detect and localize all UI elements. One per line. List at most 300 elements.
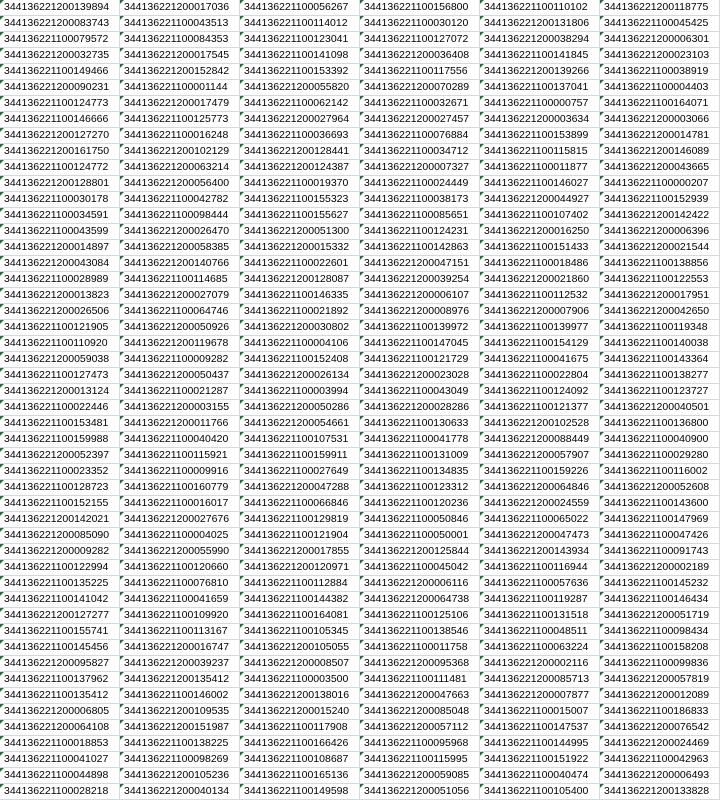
cell[interactable]: 344136221200055820 xyxy=(240,80,360,96)
cell[interactable]: 344136221100029280 xyxy=(600,448,720,464)
cell[interactable]: 344136221200139894 xyxy=(0,0,120,16)
cell[interactable]: 344136221100114685 xyxy=(120,272,240,288)
cell[interactable]: 344136221200013823 xyxy=(0,288,120,304)
cell[interactable]: 344136221100021892 xyxy=(240,304,360,320)
cell[interactable]: 344136221100004403 xyxy=(600,80,720,96)
cell[interactable]: 344136221100147537 xyxy=(480,720,600,736)
cell[interactable]: 344136221200040501 xyxy=(600,400,720,416)
cell[interactable]: 344136221200142422 xyxy=(600,208,720,224)
cell[interactable]: 344136221200085090 xyxy=(0,528,120,544)
cell[interactable]: 344136221100043513 xyxy=(120,16,240,32)
cell[interactable]: 344136221200102528 xyxy=(480,416,600,432)
cell[interactable]: 344136221100125773 xyxy=(120,112,240,128)
cell[interactable]: 344136221200026134 xyxy=(240,368,360,384)
cell[interactable]: 344136221100146027 xyxy=(480,176,600,192)
cell[interactable]: 344136221100115921 xyxy=(120,448,240,464)
cell[interactable]: 344136221100003500 xyxy=(240,672,360,688)
cell[interactable]: 344136221100098269 xyxy=(120,752,240,768)
cell[interactable]: 344136221200095368 xyxy=(360,656,480,672)
cell[interactable]: 344136221100011877 xyxy=(480,160,600,176)
cell[interactable]: 344136221100016017 xyxy=(120,496,240,512)
cell[interactable]: 344136221100034591 xyxy=(0,208,120,224)
cell[interactable]: 344136221200026470 xyxy=(120,224,240,240)
cell[interactable]: 344136221200014897 xyxy=(0,240,120,256)
cell[interactable]: 344136221200161750 xyxy=(0,144,120,160)
cell[interactable]: 344136221100147045 xyxy=(360,336,480,352)
cell[interactable]: 344136221200026506 xyxy=(0,304,120,320)
cell[interactable]: 344136221100123727 xyxy=(600,384,720,400)
cell[interactable]: 344136221200006396 xyxy=(600,224,720,240)
cell[interactable]: 344136221100009282 xyxy=(120,352,240,368)
cell[interactable]: 344136221200043084 xyxy=(0,256,120,272)
cell[interactable]: 344136221100098444 xyxy=(120,208,240,224)
cell[interactable]: 344136221200047288 xyxy=(240,480,360,496)
cell[interactable]: 344136221200090231 xyxy=(0,80,120,96)
cell[interactable]: 344136221100149598 xyxy=(240,784,360,800)
cell[interactable]: 344136221100131518 xyxy=(480,608,600,624)
cell[interactable]: 344136221200036408 xyxy=(360,48,480,64)
cell[interactable]: 344136221100149466 xyxy=(0,64,120,80)
cell[interactable]: 344136221200057112 xyxy=(360,720,480,736)
cell[interactable]: 344136221100040474 xyxy=(480,768,600,784)
cell[interactable]: 344136221200057819 xyxy=(600,672,720,688)
cell[interactable]: 344136221100146335 xyxy=(240,288,360,304)
cell[interactable]: 344136221100004106 xyxy=(240,336,360,352)
cell[interactable]: 344136221100155323 xyxy=(240,192,360,208)
cell[interactable]: 344136221200085048 xyxy=(360,704,480,720)
cell[interactable]: 344136221200006493 xyxy=(600,768,720,784)
cell[interactable]: 344136221200027964 xyxy=(240,112,360,128)
cell[interactable]: 344136221200006301 xyxy=(600,32,720,48)
cell[interactable]: 344136221200059038 xyxy=(0,352,120,368)
cell[interactable]: 344136221100066846 xyxy=(240,496,360,512)
cell[interactable]: 344136221100138856 xyxy=(600,256,720,272)
cell[interactable]: 344136221100050001 xyxy=(360,528,480,544)
cell[interactable]: 344136221200040134 xyxy=(120,784,240,800)
cell[interactable]: 344136221200051056 xyxy=(360,784,480,800)
cell[interactable]: 344136221100158208 xyxy=(600,640,720,656)
cell[interactable]: 344136221100139972 xyxy=(360,320,480,336)
cell[interactable]: 344136221100146434 xyxy=(600,592,720,608)
cell[interactable]: 344136221100130633 xyxy=(360,416,480,432)
cell[interactable]: 344136221200008976 xyxy=(360,304,480,320)
cell[interactable]: 344136221100041778 xyxy=(360,432,480,448)
cell[interactable]: 344136221100015007 xyxy=(480,704,600,720)
cell[interactable]: 344136221200021544 xyxy=(600,240,720,256)
cell[interactable]: 344136221100023352 xyxy=(0,464,120,480)
cell[interactable]: 344136221100091743 xyxy=(600,544,720,560)
cell[interactable]: 344136221100116944 xyxy=(480,560,600,576)
cell[interactable]: 344136221100042963 xyxy=(600,752,720,768)
cell[interactable]: 344136221100041027 xyxy=(0,752,120,768)
cell[interactable]: 344136221100057636 xyxy=(480,576,600,592)
cell[interactable]: 344136221200127277 xyxy=(0,608,120,624)
cell[interactable]: 344136221200032735 xyxy=(0,48,120,64)
cell[interactable]: 344136221100151433 xyxy=(480,240,600,256)
cell[interactable]: 344136221100034712 xyxy=(360,144,480,160)
cell[interactable]: 344136221100024449 xyxy=(360,176,480,192)
cell[interactable]: 344136221100164081 xyxy=(240,608,360,624)
cell[interactable]: 344136221200052608 xyxy=(600,480,720,496)
cell[interactable]: 344136221200133828 xyxy=(600,784,720,800)
cell[interactable]: 344136221100022446 xyxy=(0,400,120,416)
cell[interactable]: 344136221100027649 xyxy=(240,464,360,480)
cell[interactable]: 344136221200059085 xyxy=(360,768,480,784)
cell[interactable]: 344136221100110920 xyxy=(0,336,120,352)
cell[interactable]: 344136221100004025 xyxy=(120,528,240,544)
cell[interactable]: 344136221100113167 xyxy=(120,624,240,640)
cell[interactable]: 344136221100119287 xyxy=(480,592,600,608)
cell[interactable]: 344136221200024469 xyxy=(600,736,720,752)
cell[interactable]: 344136221100147969 xyxy=(600,512,720,528)
cell[interactable]: 344136221200017545 xyxy=(120,48,240,64)
cell[interactable]: 344136221100143600 xyxy=(600,496,720,512)
cell[interactable]: 344136221200105055 xyxy=(240,640,360,656)
cell[interactable]: 344136221200043665 xyxy=(600,160,720,176)
cell[interactable]: 344136221200023103 xyxy=(600,48,720,64)
cell[interactable]: 344136221200070289 xyxy=(360,80,480,96)
cell[interactable]: 344136221200050926 xyxy=(120,320,240,336)
cell[interactable]: 344136221200076542 xyxy=(600,720,720,736)
cell[interactable]: 344136221200151987 xyxy=(120,720,240,736)
cell[interactable]: 344136221200016747 xyxy=(120,640,240,656)
cell[interactable]: 344136221100145232 xyxy=(600,576,720,592)
cell[interactable]: 344136221200015240 xyxy=(240,704,360,720)
cell[interactable]: 344136221100022804 xyxy=(480,368,600,384)
cell[interactable]: 344136221100120660 xyxy=(120,560,240,576)
cell[interactable]: 344136221100095968 xyxy=(360,736,480,752)
cell[interactable]: 344136221200039254 xyxy=(360,272,480,288)
cell[interactable]: 344136221100098434 xyxy=(600,624,720,640)
cell[interactable]: 344136221100144382 xyxy=(240,592,360,608)
cell[interactable]: 344136221100001144 xyxy=(120,80,240,96)
cell[interactable]: 344136221200039237 xyxy=(120,656,240,672)
cell[interactable]: 344136221100038173 xyxy=(360,192,480,208)
cell[interactable]: 344136221100142863 xyxy=(360,240,480,256)
cell[interactable]: 344136221200102129 xyxy=(120,144,240,160)
cell[interactable]: 344136221100021287 xyxy=(120,384,240,400)
cell[interactable]: 344136221100016248 xyxy=(120,128,240,144)
cell[interactable]: 344136221100121905 xyxy=(0,320,120,336)
cell[interactable]: 344136221100110102 xyxy=(480,0,600,16)
cell[interactable]: 344136221200038294 xyxy=(480,32,600,48)
cell[interactable]: 344136221100045425 xyxy=(600,16,720,32)
cell[interactable]: 344136221100105345 xyxy=(240,624,360,640)
cell[interactable]: 344136221100123041 xyxy=(240,32,360,48)
cell[interactable]: 344136221100138546 xyxy=(360,624,480,640)
cell[interactable]: 344136221100056267 xyxy=(240,0,360,16)
cell[interactable]: 344136221100153392 xyxy=(240,64,360,80)
cell[interactable]: 344136221200120971 xyxy=(240,560,360,576)
cell[interactable]: 344136221200007877 xyxy=(480,688,600,704)
cell[interactable]: 344136221100122994 xyxy=(0,560,120,576)
cell[interactable]: 344136221100011758 xyxy=(360,640,480,656)
cell[interactable]: 344136221100043049 xyxy=(360,384,480,400)
cell[interactable]: 344136221100122553 xyxy=(600,272,720,288)
cell[interactable]: 344136221200006805 xyxy=(0,704,120,720)
cell[interactable]: 344136221100159226 xyxy=(480,464,600,480)
cell[interactable]: 344136221100124772 xyxy=(0,160,120,176)
cell[interactable]: 344136221100140038 xyxy=(600,336,720,352)
cell[interactable]: 344136221100135225 xyxy=(0,576,120,592)
cell[interactable]: 344136221100123312 xyxy=(360,480,480,496)
cell[interactable]: 344136221100137962 xyxy=(0,672,120,688)
cell[interactable]: 344136221200050286 xyxy=(240,400,360,416)
cell[interactable]: 344136221100121904 xyxy=(240,528,360,544)
cell[interactable]: 344136221100159988 xyxy=(0,432,120,448)
cell[interactable]: 344136221200142021 xyxy=(0,512,120,528)
cell[interactable]: 344136221200007906 xyxy=(480,304,600,320)
cell[interactable]: 344136221100119348 xyxy=(600,320,720,336)
cell[interactable]: 344136221100030178 xyxy=(0,192,120,208)
cell[interactable]: 344136221100121377 xyxy=(480,400,600,416)
cell[interactable]: 344136221100139977 xyxy=(480,320,600,336)
cell[interactable]: 344136221100099836 xyxy=(600,656,720,672)
cell[interactable]: 344136221100108687 xyxy=(240,752,360,768)
cell[interactable]: 344136221200007327 xyxy=(360,160,480,176)
cell[interactable]: 344136221100115815 xyxy=(480,144,600,160)
cell[interactable]: 344136221200063214 xyxy=(120,160,240,176)
cell[interactable]: 344136221200140766 xyxy=(120,256,240,272)
cell[interactable]: 344136221100155627 xyxy=(240,208,360,224)
cell[interactable]: 344136221200056400 xyxy=(120,176,240,192)
cell[interactable]: 344136221200064108 xyxy=(0,720,120,736)
cell[interactable]: 344136221200146089 xyxy=(600,144,720,160)
cell[interactable]: 344136221100041659 xyxy=(120,592,240,608)
cell[interactable]: 344136221100041675 xyxy=(480,352,600,368)
cell[interactable]: 344136221200003066 xyxy=(600,112,720,128)
cell[interactable]: 344136221200023028 xyxy=(360,368,480,384)
cell[interactable]: 344136221200030802 xyxy=(240,320,360,336)
cell[interactable]: 344136221200021860 xyxy=(480,272,600,288)
cell[interactable]: 344136221100156800 xyxy=(360,0,480,16)
cell[interactable]: 344136221200014781 xyxy=(600,128,720,144)
cell[interactable]: 344136221100141098 xyxy=(240,48,360,64)
cell[interactable]: 344136221100145456 xyxy=(0,640,120,656)
cell[interactable]: 344136221200139266 xyxy=(480,64,600,80)
cell[interactable]: 344136221100038919 xyxy=(600,64,720,80)
cell[interactable]: 344136221200003634 xyxy=(480,112,600,128)
cell[interactable]: 344136221100131009 xyxy=(360,448,480,464)
cell[interactable]: 344136221100165136 xyxy=(240,768,360,784)
cell[interactable]: 344136221200006107 xyxy=(360,288,480,304)
cell[interactable]: 344136221200095827 xyxy=(0,656,120,672)
cell[interactable]: 344136221100151922 xyxy=(480,752,600,768)
cell[interactable]: 344136221200016250 xyxy=(480,224,600,240)
cell[interactable]: 344136221200015332 xyxy=(240,240,360,256)
cell[interactable]: 344136221100155741 xyxy=(0,624,120,640)
cell[interactable]: 344136221100065022 xyxy=(480,512,600,528)
cell[interactable]: 344136221200017951 xyxy=(600,288,720,304)
cell[interactable]: 344136221100137041 xyxy=(480,80,600,96)
cell[interactable]: 344136221100030120 xyxy=(360,16,480,32)
cell[interactable]: 344136221100084353 xyxy=(120,32,240,48)
cell[interactable]: 344136221100040900 xyxy=(600,432,720,448)
cell[interactable]: 344136221200131806 xyxy=(480,16,600,32)
cell[interactable]: 344136221100129819 xyxy=(240,512,360,528)
cell[interactable]: 344136221100154129 xyxy=(480,336,600,352)
cell[interactable]: 344136221100152939 xyxy=(600,192,720,208)
cell[interactable]: 344136221100036693 xyxy=(240,128,360,144)
cell[interactable]: 344136221100107402 xyxy=(480,208,600,224)
cell[interactable]: 344136221100028989 xyxy=(0,272,120,288)
cell[interactable]: 344136221200152842 xyxy=(120,64,240,80)
cell[interactable]: 344136221200006116 xyxy=(360,576,480,592)
cell[interactable]: 344136221200088449 xyxy=(480,432,600,448)
cell[interactable]: 344136221200028286 xyxy=(360,400,480,416)
cell[interactable]: 344136221100111481 xyxy=(360,672,480,688)
cell[interactable]: 344136221200024559 xyxy=(480,496,600,512)
cell[interactable]: 344136221100044898 xyxy=(0,768,120,784)
cell[interactable]: 344136221100114012 xyxy=(240,16,360,32)
cell[interactable]: 344136221100115995 xyxy=(360,752,480,768)
cell[interactable]: 344136221200044927 xyxy=(480,192,600,208)
cell[interactable]: 344136221100166426 xyxy=(240,736,360,752)
cell[interactable]: 344136221200057907 xyxy=(480,448,600,464)
cell[interactable]: 344136221100152155 xyxy=(0,496,120,512)
cell[interactable]: 344136221200047663 xyxy=(360,688,480,704)
cell[interactable]: 344136221100117908 xyxy=(240,720,360,736)
cell[interactable]: 344136221200003155 xyxy=(120,400,240,416)
cell[interactable]: 344136221100127473 xyxy=(0,368,120,384)
cell[interactable]: 344136221200017036 xyxy=(120,0,240,16)
cell[interactable]: 344136221100045042 xyxy=(360,560,480,576)
cell[interactable]: 344136221100000757 xyxy=(480,96,600,112)
cell[interactable]: 344136221100022601 xyxy=(240,256,360,272)
cell[interactable]: 344136221200027457 xyxy=(360,112,480,128)
cell[interactable]: 344136221100144995 xyxy=(480,736,600,752)
cell[interactable]: 344136221100153899 xyxy=(480,128,600,144)
cell[interactable]: 344136221200051719 xyxy=(600,608,720,624)
cell[interactable]: 344136221200017855 xyxy=(240,544,360,560)
cell[interactable]: 344136221200009282 xyxy=(0,544,120,560)
cell[interactable]: 344136221100138225 xyxy=(120,736,240,752)
cell[interactable]: 344136221100003994 xyxy=(240,384,360,400)
cell[interactable]: 344136221100152408 xyxy=(240,352,360,368)
cell[interactable]: 344136221100136800 xyxy=(600,416,720,432)
cell[interactable]: 344136221100079572 xyxy=(0,32,120,48)
cell[interactable]: 344136221200064738 xyxy=(360,592,480,608)
cell[interactable]: 344136221200017479 xyxy=(120,96,240,112)
cell[interactable]: 344136221100141042 xyxy=(0,592,120,608)
cell[interactable]: 344136221200055990 xyxy=(120,544,240,560)
cell[interactable]: 344136221100076884 xyxy=(360,128,480,144)
cell[interactable]: 344136221100043599 xyxy=(0,224,120,240)
cell[interactable]: 344136221200047473 xyxy=(480,528,600,544)
cell[interactable]: 344136221100153481 xyxy=(0,416,120,432)
cell[interactable]: 344136221100107531 xyxy=(240,432,360,448)
cell[interactable]: 344136221100128723 xyxy=(0,480,120,496)
cell[interactable]: 344136221100076810 xyxy=(120,576,240,592)
cell[interactable]: 344136221200011766 xyxy=(120,416,240,432)
cell[interactable]: 344136221100117556 xyxy=(360,64,480,80)
cell[interactable]: 344136221100032671 xyxy=(360,96,480,112)
cell[interactable]: 344136221100186833 xyxy=(600,704,720,720)
cell[interactable]: 344136221200051300 xyxy=(240,224,360,240)
cell[interactable]: 344136221100112532 xyxy=(480,288,600,304)
cell[interactable]: 344136221200002116 xyxy=(480,656,600,672)
cell[interactable]: 344136221200143934 xyxy=(480,544,600,560)
cell[interactable]: 344136221200083743 xyxy=(0,16,120,32)
cell[interactable]: 344136221100048511 xyxy=(480,624,600,640)
cell[interactable]: 344136221100141845 xyxy=(480,48,600,64)
cell[interactable]: 344136221200013124 xyxy=(0,384,120,400)
cell[interactable]: 344136221100085651 xyxy=(360,208,480,224)
cell[interactable]: 344136221100143364 xyxy=(600,352,720,368)
cell[interactable]: 344136221100134835 xyxy=(360,464,480,480)
cell[interactable]: 344136221200002189 xyxy=(600,560,720,576)
cell[interactable]: 344136221100047426 xyxy=(600,528,720,544)
cell[interactable]: 344136221200042650 xyxy=(600,304,720,320)
cell[interactable]: 344136221100120236 xyxy=(360,496,480,512)
cell[interactable]: 344136221200058385 xyxy=(120,240,240,256)
cell[interactable]: 344136221100121729 xyxy=(360,352,480,368)
cell[interactable]: 344136221200008507 xyxy=(240,656,360,672)
cell[interactable]: 344136221200124387 xyxy=(240,160,360,176)
cell[interactable]: 344136221100062142 xyxy=(240,96,360,112)
cell[interactable]: 344136221200064846 xyxy=(480,480,600,496)
cell[interactable]: 344136221100159911 xyxy=(240,448,360,464)
cell[interactable]: 344136221100042782 xyxy=(120,192,240,208)
cell[interactable]: 344136221200119678 xyxy=(120,336,240,352)
cell[interactable]: 344136221100000207 xyxy=(600,176,720,192)
cell[interactable]: 344136221200050437 xyxy=(120,368,240,384)
cell[interactable]: 344136221100124773 xyxy=(0,96,120,112)
cell[interactable]: 344136221200085713 xyxy=(480,672,600,688)
cell[interactable]: 344136221200012089 xyxy=(600,688,720,704)
cell[interactable]: 344136221200052397 xyxy=(0,448,120,464)
cell[interactable]: 344136221100138277 xyxy=(600,368,720,384)
cell[interactable]: 344136221200027079 xyxy=(120,288,240,304)
cell[interactable]: 344136221100164071 xyxy=(600,96,720,112)
cell[interactable]: 344136221200125844 xyxy=(360,544,480,560)
cell[interactable]: 344136221100040420 xyxy=(120,432,240,448)
cell[interactable]: 344136221200047151 xyxy=(360,256,480,272)
cell[interactable]: 344136221200118775 xyxy=(600,0,720,16)
cell[interactable]: 344136221100112884 xyxy=(240,576,360,592)
cell[interactable]: 344136221100064746 xyxy=(120,304,240,320)
cell[interactable]: 344136221100063224 xyxy=(480,640,600,656)
cell[interactable]: 344136221200128801 xyxy=(0,176,120,192)
cell[interactable]: 344136221100124092 xyxy=(480,384,600,400)
cell[interactable]: 344136221100146002 xyxy=(120,688,240,704)
cell[interactable]: 344136221200135412 xyxy=(120,672,240,688)
cell[interactable]: 344136221200027676 xyxy=(120,512,240,528)
cell[interactable]: 344136221100105400 xyxy=(480,784,600,800)
cell[interactable]: 344136221200138016 xyxy=(240,688,360,704)
cell[interactable]: 344136221100160779 xyxy=(120,480,240,496)
cell[interactable]: 344136221100018853 xyxy=(0,736,120,752)
cell[interactable]: 344136221200127270 xyxy=(0,128,120,144)
cell[interactable]: 344136221200128441 xyxy=(240,144,360,160)
cell[interactable]: 344136221100135412 xyxy=(0,688,120,704)
cell[interactable]: 344136221100109920 xyxy=(120,608,240,624)
cell[interactable]: 344136221100127072 xyxy=(360,32,480,48)
cell[interactable]: 344136221100146666 xyxy=(0,112,120,128)
cell[interactable]: 344136221100125106 xyxy=(360,608,480,624)
cell[interactable]: 344136221200054661 xyxy=(240,416,360,432)
cell[interactable]: 344136221200105236 xyxy=(120,768,240,784)
cell[interactable]: 344136221100009916 xyxy=(120,464,240,480)
cell[interactable]: 344136221200128087 xyxy=(240,272,360,288)
cell[interactable]: 344136221100019370 xyxy=(240,176,360,192)
cell[interactable]: 344136221100124231 xyxy=(360,224,480,240)
cell[interactable]: 344136221200109535 xyxy=(120,704,240,720)
cell[interactable]: 344136221100050846 xyxy=(360,512,480,528)
cell[interactable]: 344136221100018486 xyxy=(480,256,600,272)
cell[interactable]: 344136221100116002 xyxy=(600,464,720,480)
cell[interactable]: 344136221100028218 xyxy=(0,784,120,800)
